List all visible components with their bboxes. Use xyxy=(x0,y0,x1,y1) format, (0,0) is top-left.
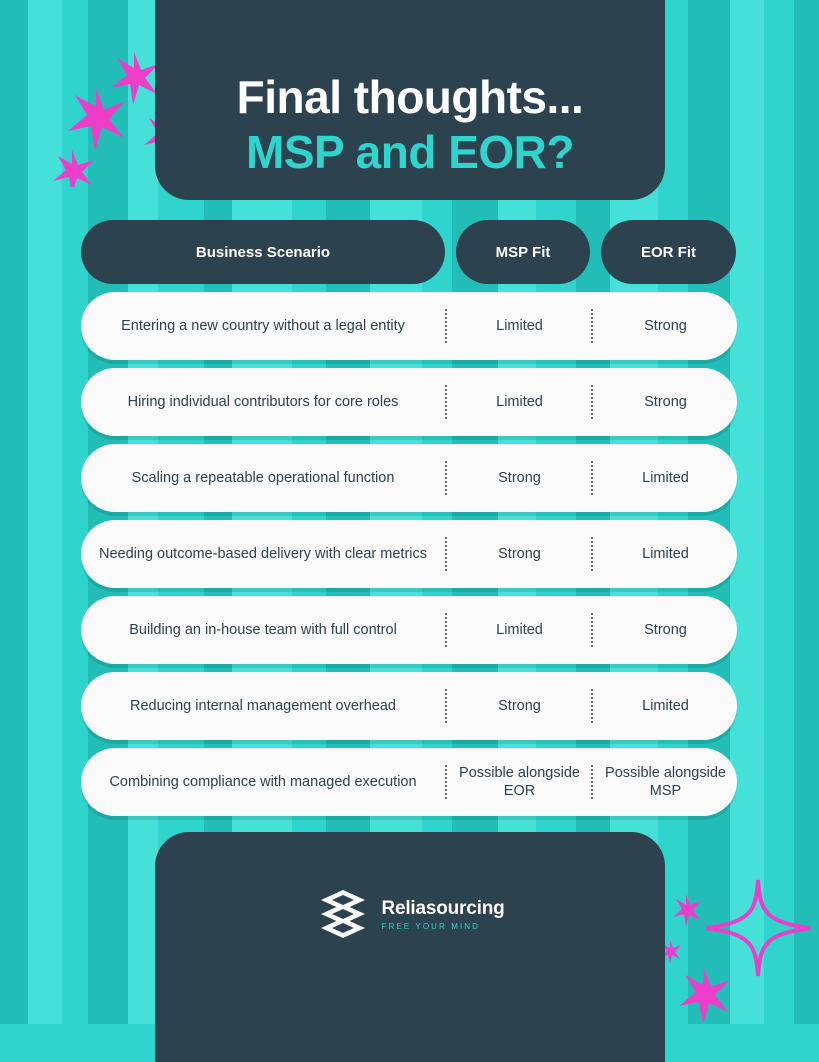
cell-divider xyxy=(445,385,448,419)
cell-msp-fit: Strong xyxy=(498,697,541,714)
cell-divider xyxy=(591,309,594,343)
brand-logo xyxy=(315,886,504,942)
header-panel xyxy=(155,0,665,200)
column-header-eor-fit: EOR Fit xyxy=(601,220,736,284)
table-row xyxy=(81,368,737,436)
cell-msp-fit: Limited xyxy=(496,393,543,410)
cell-scenario: Hiring individual contributors for core roles xyxy=(127,393,399,410)
column-header-business-scenario: Business Scenario xyxy=(81,220,445,284)
cell-eor-fit: Possible alongside MSP xyxy=(605,764,726,799)
cell-divider xyxy=(591,613,594,647)
cell-divider xyxy=(591,689,594,723)
cell-eor-fit: Limited xyxy=(642,697,689,714)
cell-divider xyxy=(445,537,448,571)
page-title-line2: MSP and EOR? xyxy=(246,126,574,179)
cell-divider xyxy=(591,461,594,495)
stacked-cubes-icon xyxy=(315,886,371,942)
table-row xyxy=(81,672,737,740)
cell-msp-fit: Strong xyxy=(498,469,541,486)
cell-msp-fit: Possible alongside EOR xyxy=(459,764,580,799)
cell-divider xyxy=(445,461,448,495)
cell-scenario: Reducing internal management overhead xyxy=(129,697,396,714)
footer-panel xyxy=(155,832,665,1062)
cell-eor-fit: Strong xyxy=(644,393,687,410)
cell-divider xyxy=(591,385,594,419)
cell-eor-fit: Strong xyxy=(644,317,687,334)
cell-scenario: Building an in-house team with full control xyxy=(129,621,397,638)
brand-tagline: FREE YOUR MIND xyxy=(381,921,481,931)
brand-name: Reliasourcing xyxy=(381,897,505,919)
table-row xyxy=(81,520,737,588)
cell-divider xyxy=(445,613,448,647)
table-row xyxy=(81,748,737,816)
table-row xyxy=(81,292,737,360)
table-row xyxy=(81,444,737,512)
comparison-table xyxy=(81,220,737,816)
cell-divider xyxy=(445,765,448,799)
cell-scenario: Scaling a repeatable operational function xyxy=(131,469,395,486)
cell-divider xyxy=(445,309,448,343)
column-header-msp-fit: MSP Fit xyxy=(456,220,590,284)
cell-eor-fit: Limited xyxy=(642,469,689,486)
cell-eor-fit: Strong xyxy=(644,621,687,638)
cell-scenario: Combining compliance with managed execution xyxy=(109,773,417,790)
cell-divider xyxy=(591,765,594,799)
cell-eor-fit: Limited xyxy=(642,545,689,562)
table-header-row xyxy=(81,220,737,284)
cell-scenario: Entering a new country without a legal entity xyxy=(121,317,405,334)
cell-msp-fit: Strong xyxy=(498,545,541,562)
cell-scenario: Needing outcome-based delivery with clear metrics xyxy=(99,545,428,562)
page-title-line1: Final thoughts... xyxy=(236,71,584,124)
table-row xyxy=(81,596,737,664)
cell-divider xyxy=(591,537,594,571)
cell-divider xyxy=(445,689,448,723)
cell-msp-fit: Limited xyxy=(496,621,543,638)
cell-msp-fit: Limited xyxy=(496,317,543,334)
